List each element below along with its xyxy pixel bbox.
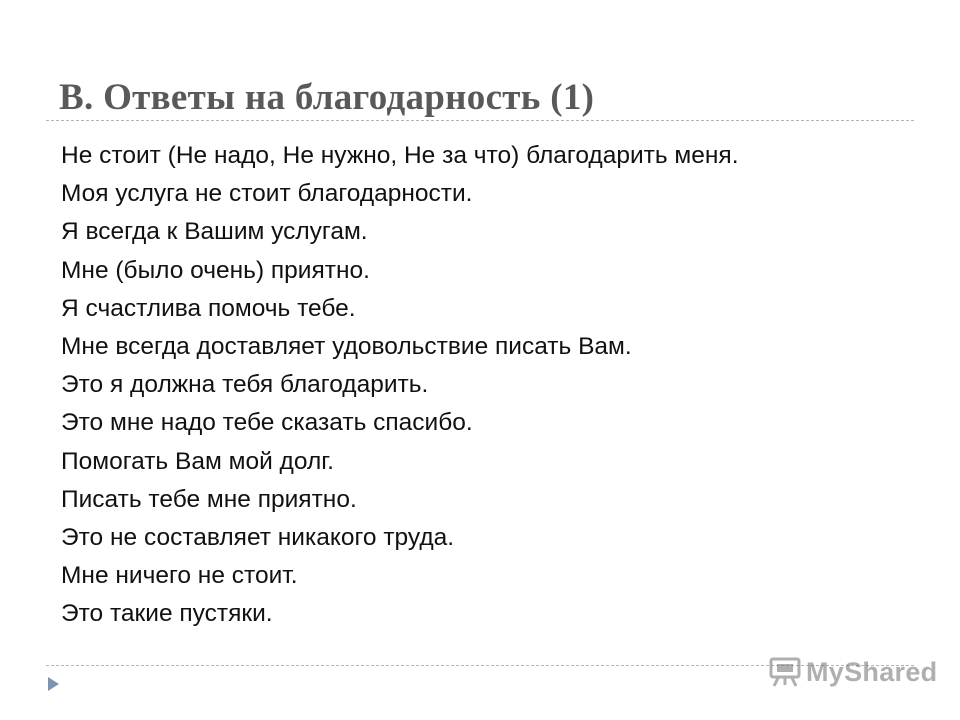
title-divider [46,120,914,121]
list-item: Мне всегда доставляет удовольствие писать Вам. [61,333,632,361]
list-item: Я счастлива помочь тебе. [61,294,356,322]
list-item: Я всегда к Вашим услугам. [61,218,368,246]
slideshow-board-icon [768,656,802,688]
list-item: Мне ничего не стоит. [61,562,298,590]
slide-title: B. Ответы на благодарность (1) [59,77,595,118]
list-item: Писать тебе мне приятно. [61,485,357,513]
list-item: Моя услуга не стоит благодарности. [61,180,473,208]
next-slide-arrow-icon[interactable] [48,677,59,691]
list-item: Мне (было очень) приятно. [61,256,370,284]
list-item: Это не составляет никакого труда. [61,524,455,552]
list-item: Не стоит (Не надо, Не нужно, Не за что) благодарить меня. [61,142,739,169]
list-item: Помогать Вам мой долг. [61,447,334,475]
watermark [768,656,937,688]
list-item: Это я должна тебя благодарить. [61,371,429,399]
watermark-text: MyShared [806,656,938,687]
response-list [61,137,739,634]
list-item: Это мне надо тебе сказать спасибо. [61,409,473,437]
list-item: Это такие пустяки. [61,600,273,628]
